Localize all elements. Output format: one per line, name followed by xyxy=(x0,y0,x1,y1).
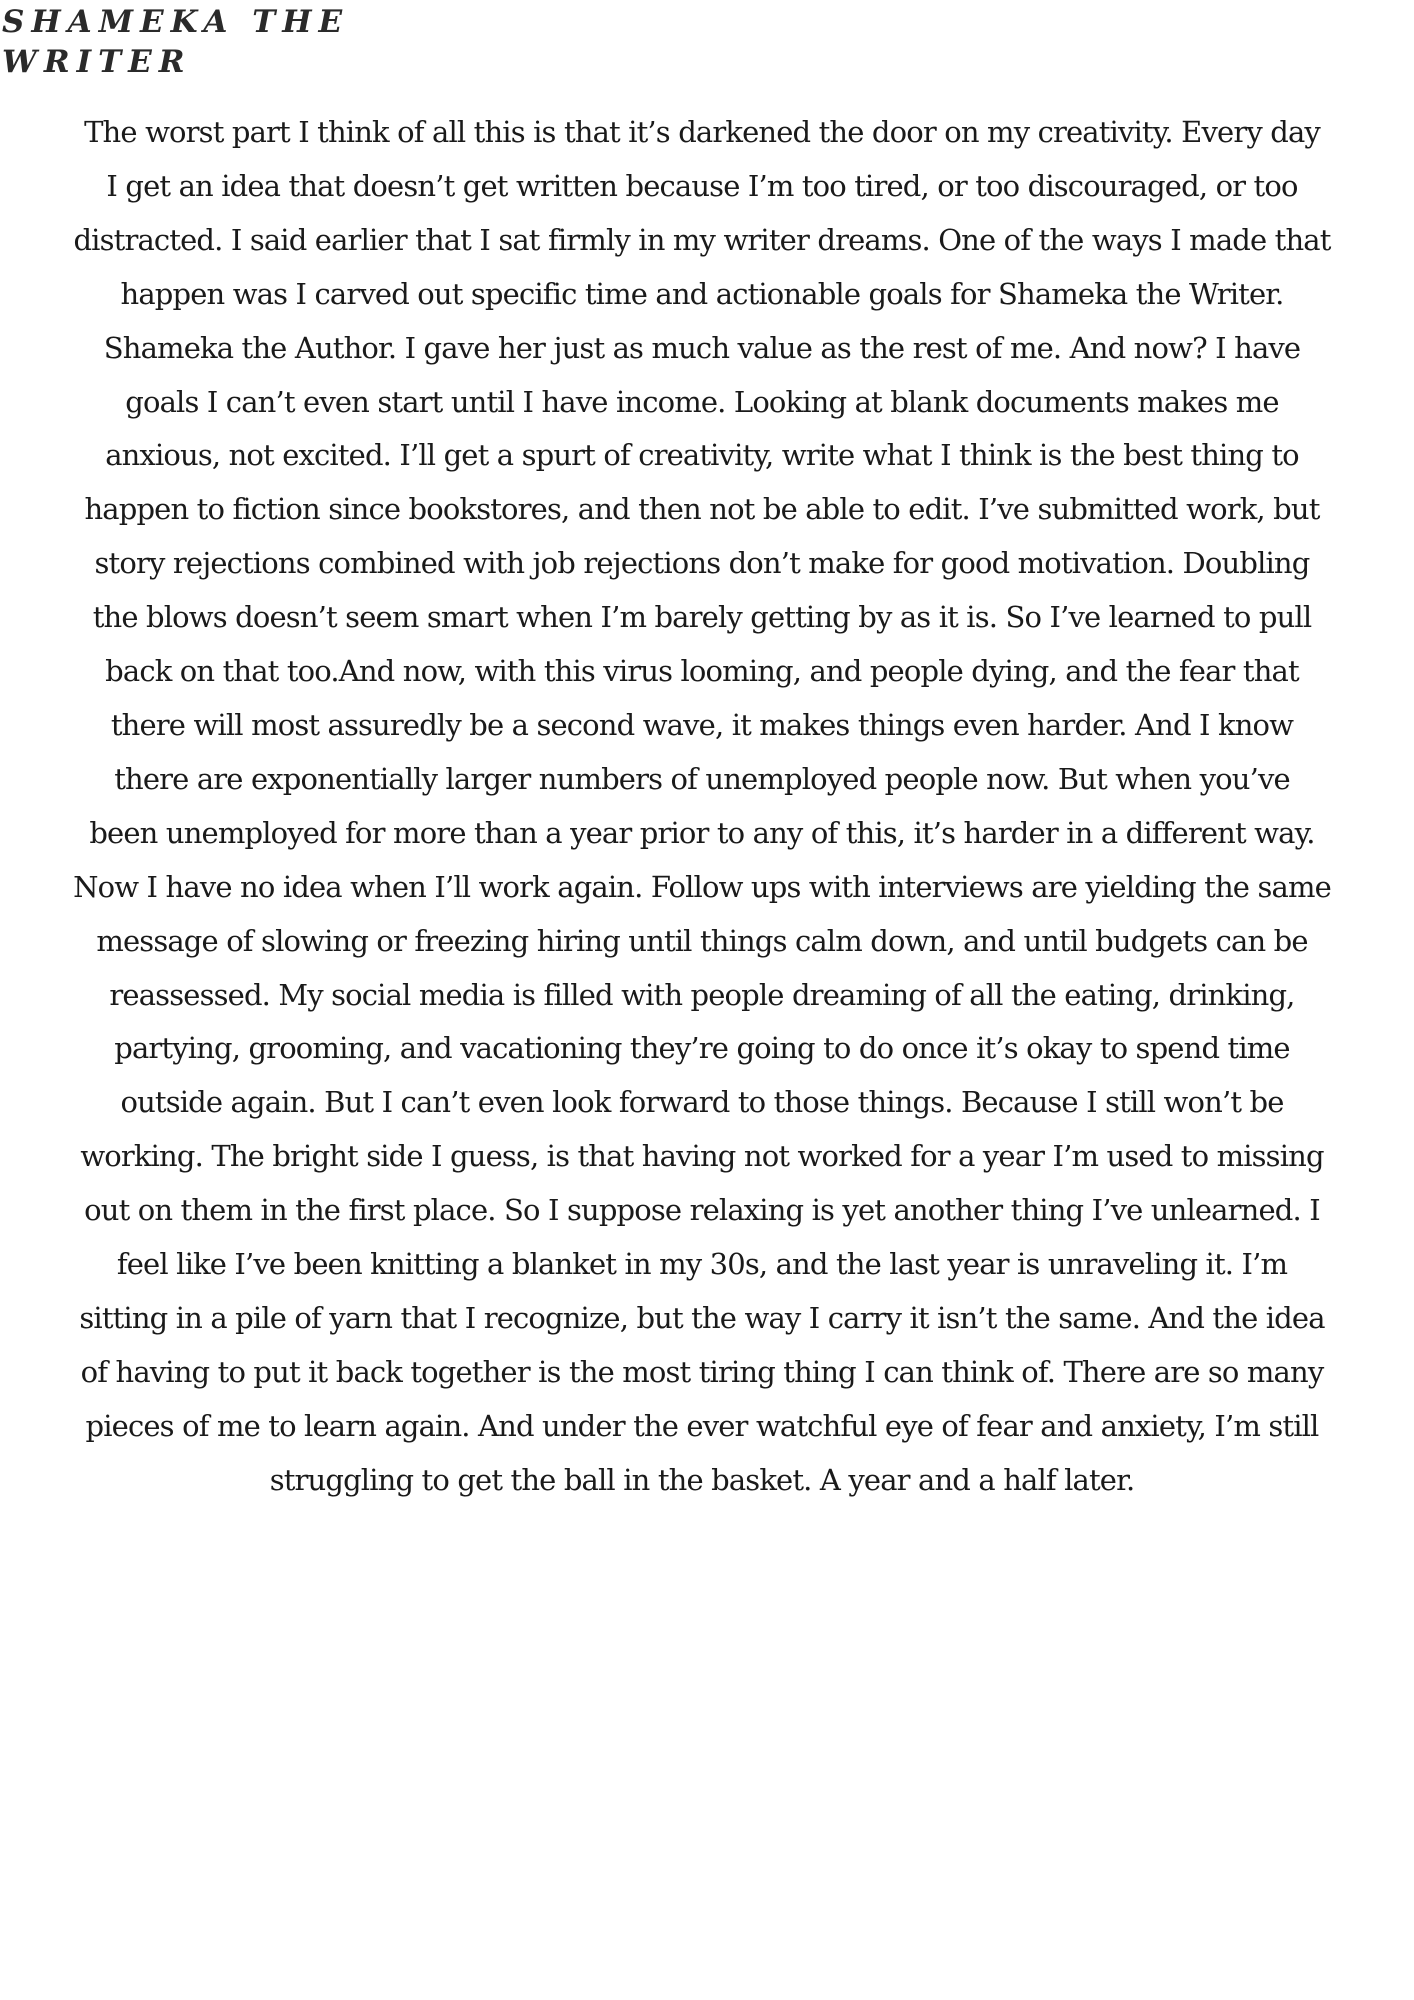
text-line: feel like I’ve been knitting a blanket in my 30s, and the last year is unraveling it. I’m xyxy=(116,1247,1288,1282)
text-line: of having to put it back together is the most tiring thing I can think of. There are so many xyxy=(80,1354,1324,1389)
text-line: the blows doesn’t seem smart when I’m barely getting by as it is. So I’ve learned to pull xyxy=(92,600,1312,635)
text-line: happen to fiction since bookstores, and then not be able to edit. I’ve submitted work, but xyxy=(84,492,1320,527)
text-line: story rejections combined with job rejections don’t make for good motivation. Doubling xyxy=(94,546,1310,581)
text-line: happen was I carved out specific time and actionable goals for Shameka the Writer. xyxy=(120,276,1284,311)
author-heading-line-1: SHAMEKA THE xyxy=(2,4,350,40)
text-line: back on that too.And now, with this virus looming, and people dying, and the fear that xyxy=(105,654,1299,689)
text-line: Now I have no idea when I’ll work again. Follow ups with interviews are yielding the same xyxy=(73,869,1331,904)
text-line: sitting in a pile of yarn that I recognize, but the way I carry it isn’t the same. And the idea xyxy=(79,1300,1325,1335)
text-line: message of slowing or freezing hiring until things calm down, and until budgets can be xyxy=(96,923,1308,958)
text-line: working. The bright side I guess, is that having not worked for a year I’m used to missing xyxy=(80,1139,1324,1174)
author-heading xyxy=(2,2,422,82)
text-line: out on them in the first place. So I suppose relaxing is yet another thing I’ve unlearned. I xyxy=(84,1193,1320,1228)
text-line: pieces of me to learn again. And under the ever watchful eye of fear and anxiety, I’m still xyxy=(85,1408,1319,1443)
body-paragraph xyxy=(0,106,1404,1508)
text-line: The worst part I think of all this is that it’s darkened the door on my creativity. Every day xyxy=(84,115,1320,149)
text-line: distracted. I said earlier that I sat firmly in my writer dreams. One of the ways I made that xyxy=(73,222,1331,257)
text-line: there are exponentially larger numbers of unemployed people now. But when you’ve xyxy=(114,761,1290,796)
text-line: anxious, not excited. I’ll get a spurt of creativity, write what I think is the best thing to xyxy=(105,438,1299,473)
text-line: goals I can’t even start until I have income. Looking at blank documents makes me xyxy=(125,384,1279,419)
text-line: partying, grooming, and vacationing they’re going to do once it’s okay to spend time xyxy=(114,1031,1290,1066)
text-line: struggling to get the ball in the basket. A year and a half later. xyxy=(269,1462,1135,1497)
text-line: been unemployed for more than a year prior to any of this, it’s harder in a different way. xyxy=(89,815,1315,850)
text-line: reassessed. My social media is filled with people dreaming of all the eating, drinking, xyxy=(109,977,1295,1012)
text-line: there will most assuredly be a second wave, it makes things even harder. And I know xyxy=(110,707,1294,742)
text-line: Shameka the Author. I gave her just as much value as the rest of me. And now? I have xyxy=(103,330,1301,365)
text-line: outside again. But I can’t even look forward to those things. Because I still won’t be xyxy=(120,1085,1284,1120)
text-line: I get an idea that doesn’t get written because I’m too tired, or too discouraged, or too xyxy=(106,168,1298,203)
author-heading-line-2: WRITER xyxy=(2,44,192,80)
